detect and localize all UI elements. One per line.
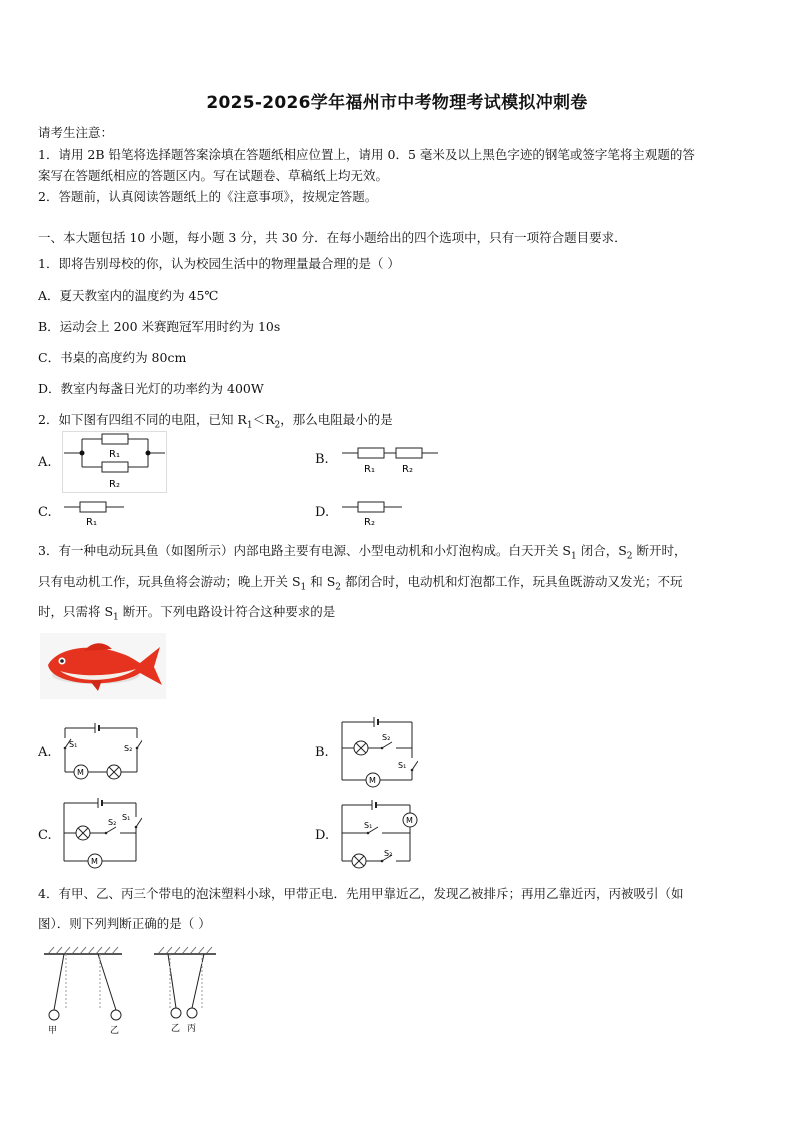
q2-option-d-label[interactable]: D. (315, 505, 330, 520)
q3-circuit-d (338, 799, 422, 869)
q2-a-r1-label: R₁ (109, 449, 120, 460)
q2-a-r2-label: R₂ (109, 479, 120, 490)
svg-text:S₁: S₁ (398, 761, 407, 770)
notice-item-2: 2．答题前，认真阅读答题纸上的《注意事项》，按规定答题。 (38, 189, 378, 204)
svg-text:甲: 甲 (48, 1026, 58, 1036)
svg-text:S₁: S₁ (69, 740, 78, 749)
q2-c-r1-label: R₁ (86, 517, 97, 528)
q3-option-b-label[interactable]: B. (315, 745, 329, 760)
q3-circuit-c (60, 797, 142, 869)
svg-text:S₁: S₁ (122, 813, 131, 822)
q4-stem-line-2: 图）．则下列判断正确的是（ ） (38, 916, 211, 931)
q2-option-c-label[interactable]: C. (38, 505, 52, 520)
svg-text:M: M (369, 776, 376, 785)
q2-stem: 2．如下图有四组不同的电阻，已知 $R_1<R_2$，那么电阻最小的是 (38, 412, 393, 431)
q1-stem: 1．即将告别母校的你，认为校园生活中的物理量最合理的是（ ） (38, 256, 400, 271)
q2-diagram-a-parallel (62, 431, 167, 493)
q3-option-a-label[interactable]: A. (38, 745, 52, 760)
notice-item-1-line-1: 1．请用 2B 铅笔将选择题答案涂填在答题纸相应位置上，请用 0．5 毫米及以上黑色字迹的钢笔或签字笔将主观题的答 (38, 147, 695, 162)
toy-fish-image (40, 633, 166, 699)
q3-circuit-a (60, 720, 142, 780)
q1-option-a[interactable]: A．夏天教室内的温度约为 45℃ (38, 288, 219, 303)
svg-text:M: M (91, 857, 98, 866)
page-title: 2025-2026学年福州市中考物理考试模拟冲刺卷 (206, 93, 588, 113)
q4-stem-line-1: 4．有甲、乙、丙三个带电的泡沫塑料小球，甲带正电．先用甲靠近乙，发现乙被排斥；再用乙靠近丙，丙被吸引（如 (38, 886, 684, 901)
svg-text:M: M (406, 816, 413, 825)
q2-b-r1-label: R₁ (364, 464, 375, 475)
q3-option-d-label[interactable]: D. (315, 828, 330, 843)
section-heading: 一、本大题包括 10 小题，每小题 3 分，共 30 分．在每小题给出的四个选项中，只有一项符合题目要求． (38, 230, 627, 245)
q2-d-r2-label: R₂ (364, 517, 375, 528)
q2-diagram-d-r2 (340, 495, 404, 529)
notice-item-1-line-2: 案写在答题纸相应的答题区内。写在试题卷、草稿纸上均无效。 (38, 168, 389, 183)
svg-text:S₁: S₁ (364, 821, 373, 830)
svg-text:S₂: S₂ (108, 818, 117, 827)
q1-option-d[interactable]: D．教室内每盏日光灯的功率约为 400W (38, 381, 264, 396)
svg-text:S₂: S₂ (382, 733, 391, 742)
svg-text:丙: 丙 (187, 1024, 197, 1034)
q3-circuit-b (338, 716, 418, 788)
svg-text:乙: 乙 (171, 1024, 181, 1034)
q3-stem-line-1: 3．有一种电动玩具鱼（如图所示）内部电路主要有电源、小型电动机和小灯泡构成。白天开关 $S_1$ 闭合，$S_2$ 断开时， (38, 543, 687, 562)
svg-text:S₂: S₂ (124, 744, 133, 753)
q2-diagram-c-r1 (62, 495, 126, 529)
q4-pendulum-diagram (40, 946, 220, 1038)
q2-option-a-label[interactable]: A. (38, 455, 52, 470)
q1-option-b[interactable]: B．运动会上 200 米赛跑冠军用时约为 10s (38, 319, 281, 334)
svg-text:S₂: S₂ (384, 849, 393, 858)
q2-b-r2-label: R₂ (402, 464, 413, 475)
q2-diagram-b-series (340, 441, 440, 477)
q1-option-c[interactable]: C．书桌的高度约为 80cm (38, 350, 187, 365)
svg-text:M: M (77, 768, 84, 777)
svg-text:乙: 乙 (110, 1026, 120, 1036)
q3-stem-line-3: 时，只需将 $S_1$ 断开。下列电路设计符合这种要求的是 (38, 604, 336, 623)
notice-heading: 请考生注意： (38, 125, 114, 140)
q3-stem-line-2: 只有电动机工作，玩具鱼将会游动；晚上开关 $S_1$ 和 $S_2$ 都闭合时，电动机和灯泡都工作，玩具鱼既游动又发光；不玩 (38, 574, 683, 593)
q3-option-c-label[interactable]: C. (38, 828, 52, 843)
q2-option-b-label[interactable]: B. (315, 452, 329, 467)
